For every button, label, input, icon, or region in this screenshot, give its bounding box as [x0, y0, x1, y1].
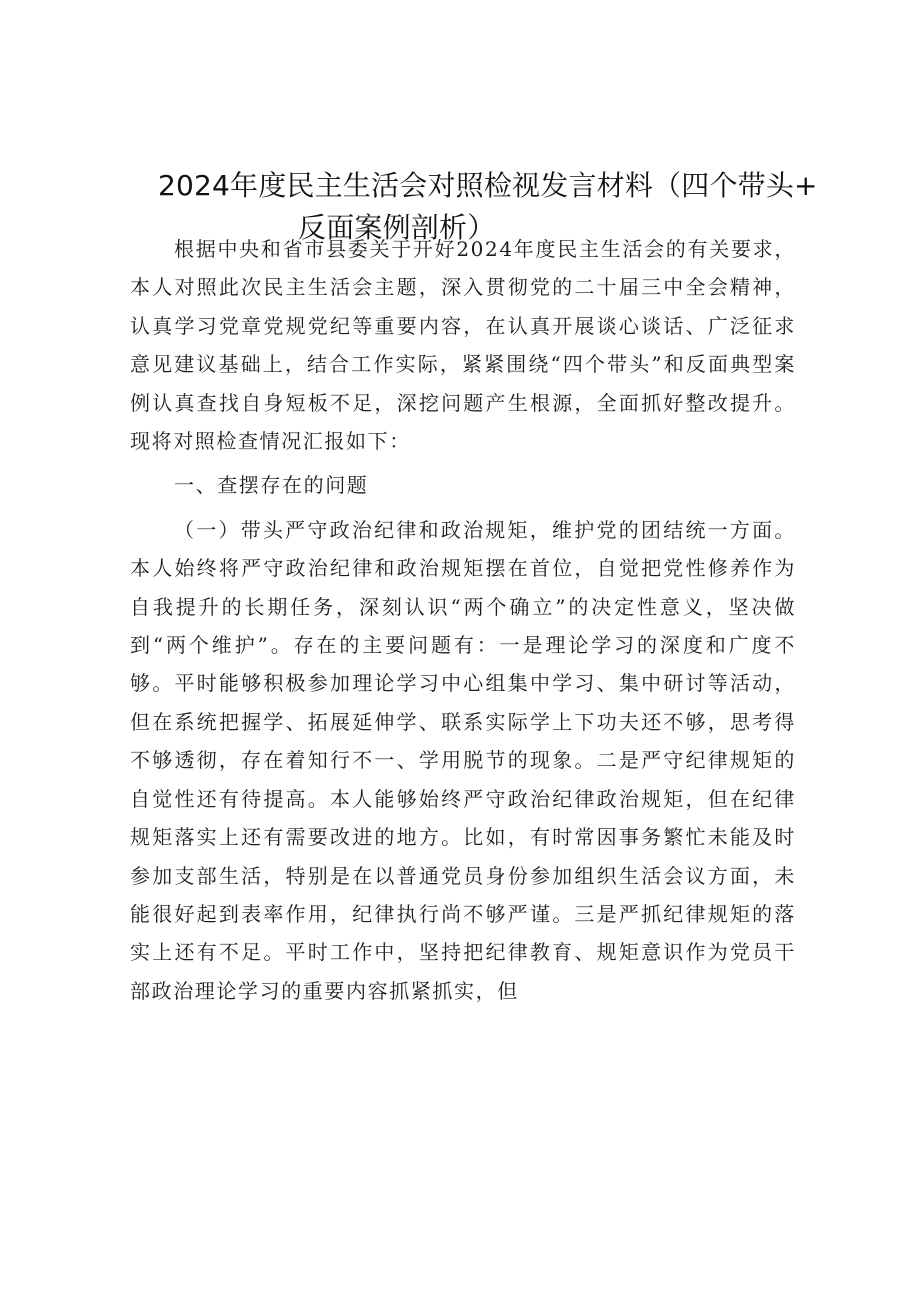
section-heading: 一、查摆存在的问题 [174, 473, 369, 498]
intro-paragraph: 根据中央和省市县委关于开好2024年度民主生活会的有关要求，本人对照此次民主生活会主题，深入贯彻党的二十届三中全会精神，认真学习党章党规党纪等重要内容，在认真开展谈心谈话、广泛征求意见建议基础上，结合工作实际，紧紧围绕“四个带头”和反面典型案例认真查找自身短板不足，深挖问题产生根源，全面抓好整改提升。现将对照检查情况汇报如下： [130, 237, 796, 454]
document-body [130, 230, 796, 1010]
subsection-title: （一）带头严守政治纪律和政治规矩，维护党的团结统一方面。 [174, 517, 796, 542]
title-line-2: 反面案例剖析） [298, 211, 496, 244]
subsection-paragraph [130, 511, 796, 1010]
title-line-1: 2024年度民主生活会对照检视发言材料（四个带头+ [158, 169, 818, 202]
subsection-body: 本人始终将严守政治纪律和政治规矩摆在首位，自觉把党性修养作为自我提升的长期任务，深刻认识“两个确立”的决定性意义，坚决做到“两个维护”。存在的主要问题有：一是理论学习的深度和广度不够。平时能够积极参加理论学习中心组集中学习、集中研讨等活动，但在系统把握学、拓展延伸学、联系实际学上下功夫还不够，思考得不够透彻，存在着知行不一、学用脱节的现象。二是严守纪律规矩的自觉性还有待提高。本人能够始终严守政治纪律政治规矩，但在纪律规矩落实上还有需要改进的地方。比如，有时常因事务繁忙未能及时参加支部生活，特别是在以普通党员身份参加组织生活会议方面，未能很好起到表率作用，纪律执行尚不够严谨。三是严抓纪律规矩的落实上还有不足。平时工作中，坚持把纪律教育、规矩意识作为党员干部政治理论学习的重要内容抓紧抓实，但 [130, 556, 796, 1003]
